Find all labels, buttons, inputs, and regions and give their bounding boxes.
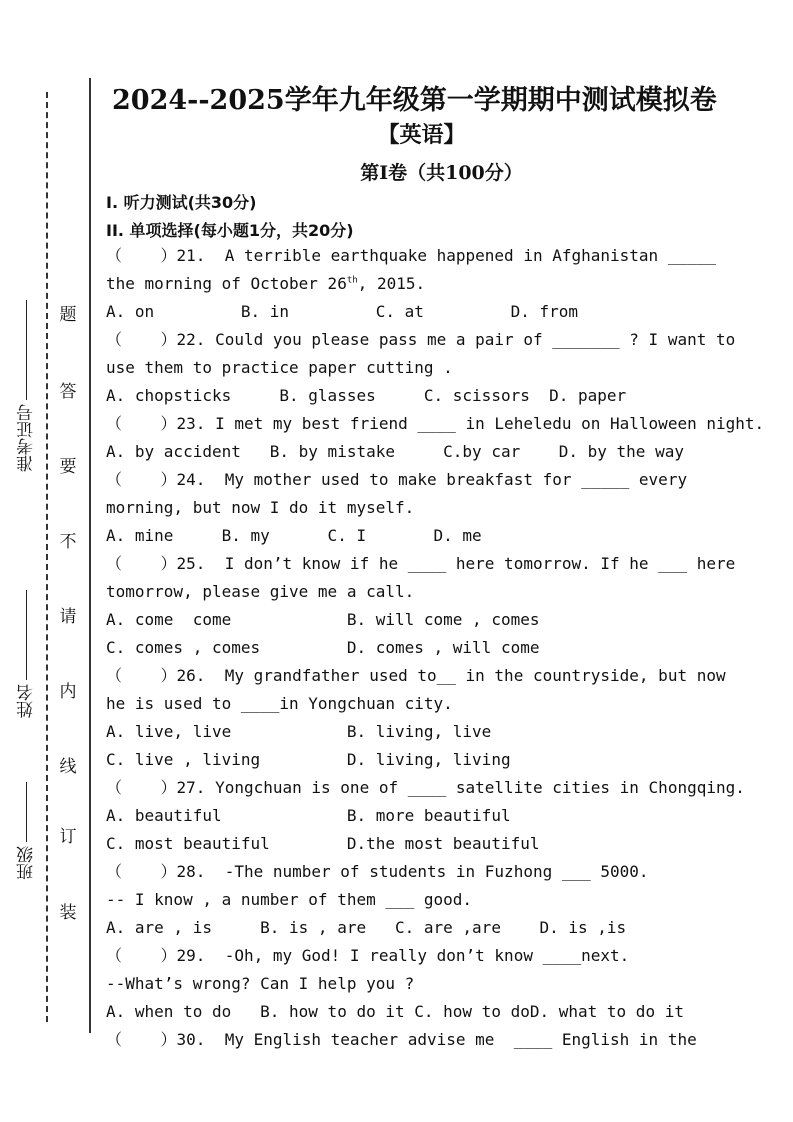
question-number[interactable]: （ ）29. bbox=[106, 946, 206, 965]
option-text: C. comes , comes D. comes , will come bbox=[106, 638, 540, 657]
section-listening: I. 听力测试(共30分) bbox=[106, 193, 257, 212]
binding-dashed-line bbox=[46, 92, 48, 1022]
answer-options bbox=[106, 914, 786, 942]
option-text: C. most beautiful D.the most beautiful bbox=[106, 834, 540, 853]
question-number[interactable]: （ ）27. bbox=[106, 778, 206, 797]
question-number[interactable]: （ ）23. bbox=[106, 414, 206, 433]
answer-options bbox=[106, 718, 786, 746]
question-stem: Yongchuan is one of ____ satellite cities in Chongqing. bbox=[205, 778, 745, 797]
question-number[interactable]: （ ）28. bbox=[106, 862, 206, 881]
question-stem: morning, but now I do it myself. bbox=[106, 498, 415, 517]
question-stem: -- I know , a number of them ___ good. bbox=[106, 890, 473, 909]
answer-options bbox=[106, 802, 786, 830]
binding-char: 要 bbox=[59, 457, 77, 477]
question-stem: My English teacher advise me ____ English in the bbox=[205, 1030, 697, 1049]
question-stem-line bbox=[106, 550, 786, 578]
question-stem-line bbox=[106, 970, 786, 998]
name-label: 姓名 bbox=[17, 684, 37, 718]
question-stem: use them to practice paper cutting . bbox=[106, 358, 453, 377]
binding-char: 内 bbox=[59, 682, 77, 702]
question-number[interactable]: （ ）26. bbox=[106, 666, 206, 685]
question-stem: -Oh, my God! I really don’t know ____next. bbox=[205, 946, 630, 965]
class-label: 班级 bbox=[17, 846, 37, 880]
name-label-wrap bbox=[14, 590, 39, 718]
question-stem-line bbox=[106, 494, 786, 522]
question-stem-line bbox=[106, 354, 786, 382]
question-stem: A terrible earthquake happened in Afghanistan _____ bbox=[205, 246, 716, 265]
question-stem-line bbox=[106, 326, 786, 354]
option-text: A. mine B. my C. I D. me bbox=[106, 526, 482, 545]
option-text: A. come come B. will come , comes bbox=[106, 610, 540, 629]
question-stem-line bbox=[106, 858, 786, 886]
question-stem: tomorrow, please give me a call. bbox=[106, 582, 415, 601]
question-stem-line bbox=[106, 578, 786, 606]
question-stem: , 2015. bbox=[357, 274, 426, 293]
binding-char: 答 bbox=[59, 382, 77, 402]
question-number[interactable]: （ ）25. bbox=[106, 554, 206, 573]
answer-options bbox=[106, 298, 786, 326]
option-text: A. beautiful B. more beautiful bbox=[106, 806, 511, 825]
option-text: A. on B. in C. at D. from bbox=[106, 302, 579, 321]
section-single-choice: II. 单项选择(每小题1分，共20分) bbox=[106, 221, 354, 240]
question-number[interactable]: （ ）24. bbox=[106, 470, 206, 489]
question-stem-line bbox=[106, 886, 786, 914]
answer-options bbox=[106, 998, 786, 1026]
question-stem-line bbox=[106, 242, 786, 270]
binding-char: 订 bbox=[59, 827, 77, 847]
question-stem-line bbox=[106, 1026, 786, 1054]
answer-options bbox=[106, 746, 786, 774]
exam-number-label: 准考证号 bbox=[17, 404, 37, 472]
question-stem: I don’t know if he ____ here tomorrow. If he ___ here bbox=[205, 554, 736, 573]
class-label-wrap bbox=[14, 782, 39, 880]
superscript: th bbox=[346, 275, 358, 286]
question-stem-line bbox=[106, 942, 786, 970]
binding-char: 不 bbox=[59, 532, 77, 552]
exam-number-label-wrap bbox=[14, 300, 39, 472]
question-stem: --What’s wrong? Can I help you ? bbox=[106, 974, 415, 993]
answer-options bbox=[106, 606, 786, 634]
question-number[interactable]: （ ）22. bbox=[106, 330, 206, 349]
answer-options bbox=[106, 830, 786, 858]
question-stem: Could you please pass me a pair of _______ ? I want to bbox=[205, 330, 736, 349]
question-stem-line bbox=[106, 662, 786, 690]
question-number[interactable]: （ ）21. bbox=[106, 246, 206, 265]
question-stem: -The number of students in Fuzhong ___ 5000. bbox=[205, 862, 649, 881]
option-text: A. chopsticks B. glasses C. scissors D. paper bbox=[106, 386, 627, 405]
binding-char: 请 bbox=[59, 607, 77, 627]
answer-options bbox=[106, 382, 786, 410]
question-stem: I met my best friend ____ in Leheledu on Halloween night. bbox=[205, 414, 765, 433]
question-stem-line bbox=[106, 690, 786, 718]
subject-title: 【英语】 bbox=[377, 122, 466, 148]
option-text: A. live, live B. living, live bbox=[106, 722, 492, 741]
answer-options bbox=[106, 438, 786, 466]
question-stem: My mother used to make breakfast for _____ every bbox=[205, 470, 688, 489]
question-stem: My grandfather used to__ in the countryside, but now bbox=[205, 666, 726, 685]
exam-title: 2024--2025学年九年级第一学期期中测试模拟卷 bbox=[112, 85, 717, 116]
binding-char: 线 bbox=[59, 757, 77, 777]
question-stem-line bbox=[106, 466, 786, 494]
part-title: 第I卷（共100分） bbox=[360, 162, 523, 184]
option-text: A. when to do B. how to do it C. how to doD. what to do it bbox=[106, 1002, 684, 1021]
binding-char: 装 bbox=[59, 903, 77, 923]
option-text: C. live , living D. living, living bbox=[106, 750, 511, 769]
question-stem-line bbox=[106, 410, 786, 438]
answer-options bbox=[106, 634, 786, 662]
binding-solid-line bbox=[89, 78, 91, 1033]
option-text: A. by accident B. by mistake C.by car D. by the way bbox=[106, 442, 684, 461]
option-text: A. are , is B. is , are C. are ,are D. is ,is bbox=[106, 918, 627, 937]
question-list bbox=[106, 242, 786, 1054]
question-stem-line bbox=[106, 270, 786, 298]
question-number[interactable]: （ ）30. bbox=[106, 1030, 206, 1049]
question-stem: he is used to ____in Yongchuan city. bbox=[106, 694, 453, 713]
answer-options bbox=[106, 522, 786, 550]
question-stem: the morning of October 26 bbox=[106, 274, 347, 293]
question-stem-line bbox=[106, 774, 786, 802]
binding-char: 题 bbox=[59, 305, 77, 325]
